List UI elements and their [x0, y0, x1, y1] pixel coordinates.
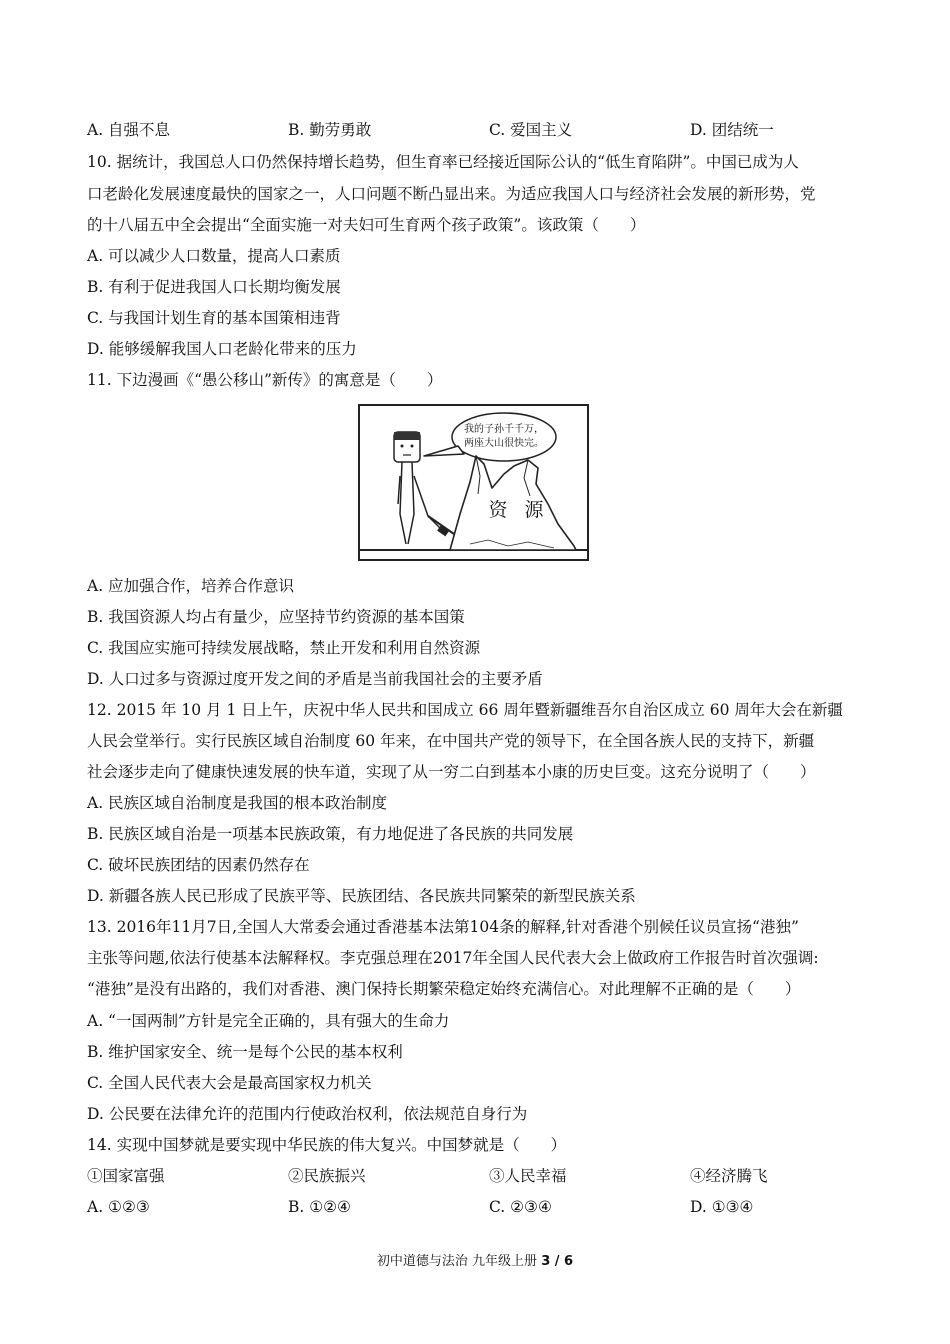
q13-option-d: D. 公民要在法律允许的范围内行使政治权利，依法规范自身行为	[87, 1105, 528, 1123]
q14-option-c: C. ②③④	[489, 1198, 552, 1216]
q9-options	[87, 120, 867, 140]
q11-option-d: D. 人口过多与资源过度开发之间的矛盾是当前我国社会的主要矛盾	[87, 670, 543, 688]
mountain-label-2: 源	[524, 499, 544, 521]
q14-options	[87, 1197, 867, 1217]
q9-option-d: D. 团结统一	[690, 121, 774, 139]
q9-option-c: C. 爱国主义	[489, 121, 573, 139]
q11-stem: 11. 下边漫画《“愚公移山”新传》的寓意是（ ）	[87, 371, 443, 389]
q14-option-b: B. ①②④	[288, 1198, 351, 1216]
q12-stem-line-3: 社会逐步走向了健康快速发展的快车道，实现了从一穷二白到基本小康的历史巨变。这充分说明了（ ）	[87, 763, 816, 781]
q12-option-a: A. 民族区域自治制度是我国的根本政治制度	[87, 794, 388, 812]
q14-item-1: ①国家富强	[87, 1167, 165, 1185]
q13-stem-line-3: “港独”是没有出路的，我们对香港、澳门保持长期繁荣稳定始终充满信心。对此理解不正确的是（ ）	[87, 980, 801, 998]
q10-option-a: A. 可以减少人口数量，提高人口素质	[87, 247, 341, 265]
q13-stem-line-1: 13. 2016年11月7日,全国人大常委会通过香港基本法第104条的解释,针对香港个别候任议员宣扬“港独”	[87, 918, 799, 936]
q10-option-c: C. 与我国计划生育的基本国策相违背	[87, 309, 341, 327]
q14-stem: 14. 实现中国梦就是要实现中华民族的伟大复兴。中国梦就是（ ）	[87, 1136, 567, 1154]
speech-line-2: 两座大山很快完。	[464, 438, 544, 449]
q11-option-b: B. 我国资源人均占有量少，应坚持节约资源的基本国策	[87, 608, 465, 626]
q14-item-2: ②民族振兴	[288, 1167, 366, 1185]
q14-item-3: ③人民幸福	[489, 1167, 567, 1185]
q12-option-b: B. 民族区域自治是一项基本民族政策，有力地促进了各民族的共同发展	[87, 825, 574, 843]
q14-items	[87, 1166, 867, 1186]
q12-option-d: D. 新疆各族人民已形成了民族平等、民族团结、各民族共同繁荣的新型民族关系	[87, 887, 636, 905]
q13-option-a: A. “一国两制”方针是完全正确的，具有强大的生命力	[87, 1012, 450, 1030]
q12-option-c: C. 破坏民族团结的因素仍然存在	[87, 856, 310, 874]
speech-line-1: 我的子孙千千万，	[464, 424, 544, 435]
q10-stem-line-1: 10. 据统计，我国总人口仍然保持增长趋势，但生育率已经接近国际公认的“低生育陷阱”。中国已成为人	[87, 153, 799, 171]
q14-option-a: A. ①②③	[87, 1198, 150, 1216]
q14-item-4: ④经济腾飞	[690, 1167, 768, 1185]
page-number: 3 / 6	[541, 1254, 574, 1269]
page-footer	[0, 1250, 950, 1269]
q11-option-c: C. 我国应实施可持续发展战略，禁止开发和利用自然资源	[87, 639, 481, 657]
q13-option-c: C. 全国人民代表大会是最高国家权力机关	[87, 1074, 372, 1092]
footer-subject: 初中道德与法治 九年级上册	[376, 1254, 542, 1269]
q13-stem-line-2: 主张等问题,依法行使基本法解释权。李克强总理在2017年全国人民代表大会上做政府工作报告时首次强调:	[87, 949, 819, 967]
q13-option-b: B. 维护国家安全、统一是每个公民的基本权利	[87, 1043, 403, 1061]
mountain-label-1: 资	[488, 499, 508, 521]
cartoon-figure	[358, 404, 589, 561]
q11-option-a: A. 应加强合作，培养合作意识	[87, 577, 295, 595]
q9-option-a: A. 自强不息	[87, 121, 171, 139]
q10-stem-line-3: 的十八届五中全会提出“全面实施一对夫妇可生育两个孩子政策”。该政策（ ）	[87, 216, 646, 234]
q10-stem-line-2: 口老龄化发展速度最快的国家之一，人口问题不断凸显出来。为适应我国人口与经济社会发展的新形势，党	[87, 185, 816, 203]
q9-option-b: B. 勤劳勇敢	[288, 121, 372, 139]
q14-option-d: D. ①③④	[690, 1198, 754, 1216]
q12-stem-line-1: 12. 2015 年 10 月 1 日上午，庆祝中华人民共和国成立 66 周年暨新疆维吾尔自治区成立 60 周年大会在新疆	[87, 701, 843, 719]
q10-option-b: B. 有利于促进我国人口长期均衡发展	[87, 278, 341, 296]
q10-option-d: D. 能够缓解我国人口老龄化带来的压力	[87, 340, 357, 358]
q12-stem-line-2: 人民会堂举行。实行民族区域自治制度 60 年来，在中国共产党的领导下，在全国各族人民的支持下，新疆	[87, 732, 815, 750]
